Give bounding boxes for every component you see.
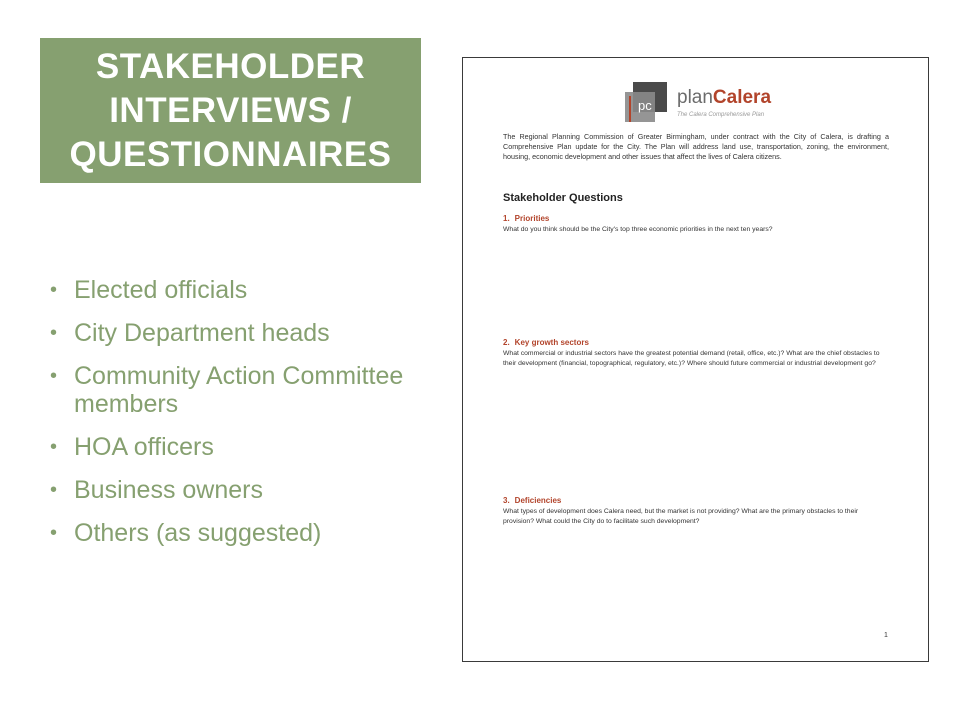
logo-tagline: The Calera Comprehensive Plan xyxy=(677,112,765,118)
bullet-icon: • xyxy=(50,365,58,387)
document-heading: Stakeholder Questions xyxy=(503,192,623,204)
list-item-label: Business owners xyxy=(74,476,263,504)
question-number: 3. xyxy=(503,496,510,505)
logo-mark-text: pc xyxy=(638,98,652,113)
logo-plan-text: plan xyxy=(677,87,713,108)
list-item-label: HOA officers xyxy=(74,433,214,461)
plan-calera-logo xyxy=(625,82,785,126)
question-title xyxy=(503,214,549,223)
list-item-label: Elected officials xyxy=(74,276,248,304)
bullet-icon: • xyxy=(50,522,58,544)
list-item-label: Others (as suggested) xyxy=(74,519,322,547)
bullet-icon: • xyxy=(50,436,58,458)
title-line: STAKEHOLDER xyxy=(95,46,366,86)
stakeholder-list xyxy=(48,276,448,562)
list-item-label: City Department heads xyxy=(74,319,330,347)
page-number: 1 xyxy=(884,632,888,639)
list-item xyxy=(48,476,448,504)
bullet-icon: • xyxy=(50,479,58,501)
intro-paragraph: The Regional Planning Commission of Greater Birmingham, under contract with the City of Calera, is drafting a Comprehensive Plan update for the City. The Plan will address land use, transportation, zoning, the environment, housing, economic development and other issues that affect the lives of Calera citizens. xyxy=(503,132,889,161)
pc-logo-icon xyxy=(625,82,669,124)
list-item xyxy=(48,433,448,461)
logo-wordmark xyxy=(677,87,771,109)
title-box xyxy=(40,38,421,183)
question-title-label: Key growth sectors xyxy=(514,338,589,347)
question-title-label: Deficiencies xyxy=(514,496,562,505)
title-line: QUESTIONNAIRES xyxy=(69,134,392,174)
list-item xyxy=(48,519,448,547)
bullet-icon: • xyxy=(50,322,58,344)
title-line: INTERVIEWS / xyxy=(109,90,352,130)
list-item xyxy=(48,319,448,347)
question-number: 1. xyxy=(503,214,510,223)
question-text: What commercial or industrial sectors have the greatest potential demand (retail, office, etc.)? What are the chief obstacles to their development (financial, topographical, regulatory, etc.)? Where should future commercial or industrial development go? xyxy=(503,350,880,367)
question-title xyxy=(503,496,561,505)
question-text: What do you think should be the City's top three economic priorities in the next ten years? xyxy=(503,226,773,233)
list-item xyxy=(48,276,448,304)
list-item xyxy=(48,362,448,418)
list-item-label: Community Action Committee members xyxy=(74,362,404,418)
question-title xyxy=(503,338,589,347)
question-text: What types of development does Calera need, but the market is not providing? What are the primary obstacles to their provision? What could the City do to facilitate such development? xyxy=(503,508,859,525)
bullet-icon: • xyxy=(50,279,58,301)
question-number: 2. xyxy=(503,338,510,347)
logo-calera-text: Calera xyxy=(712,87,772,108)
questionnaire-document xyxy=(462,57,929,662)
question-title-label: Priorities xyxy=(514,214,550,223)
